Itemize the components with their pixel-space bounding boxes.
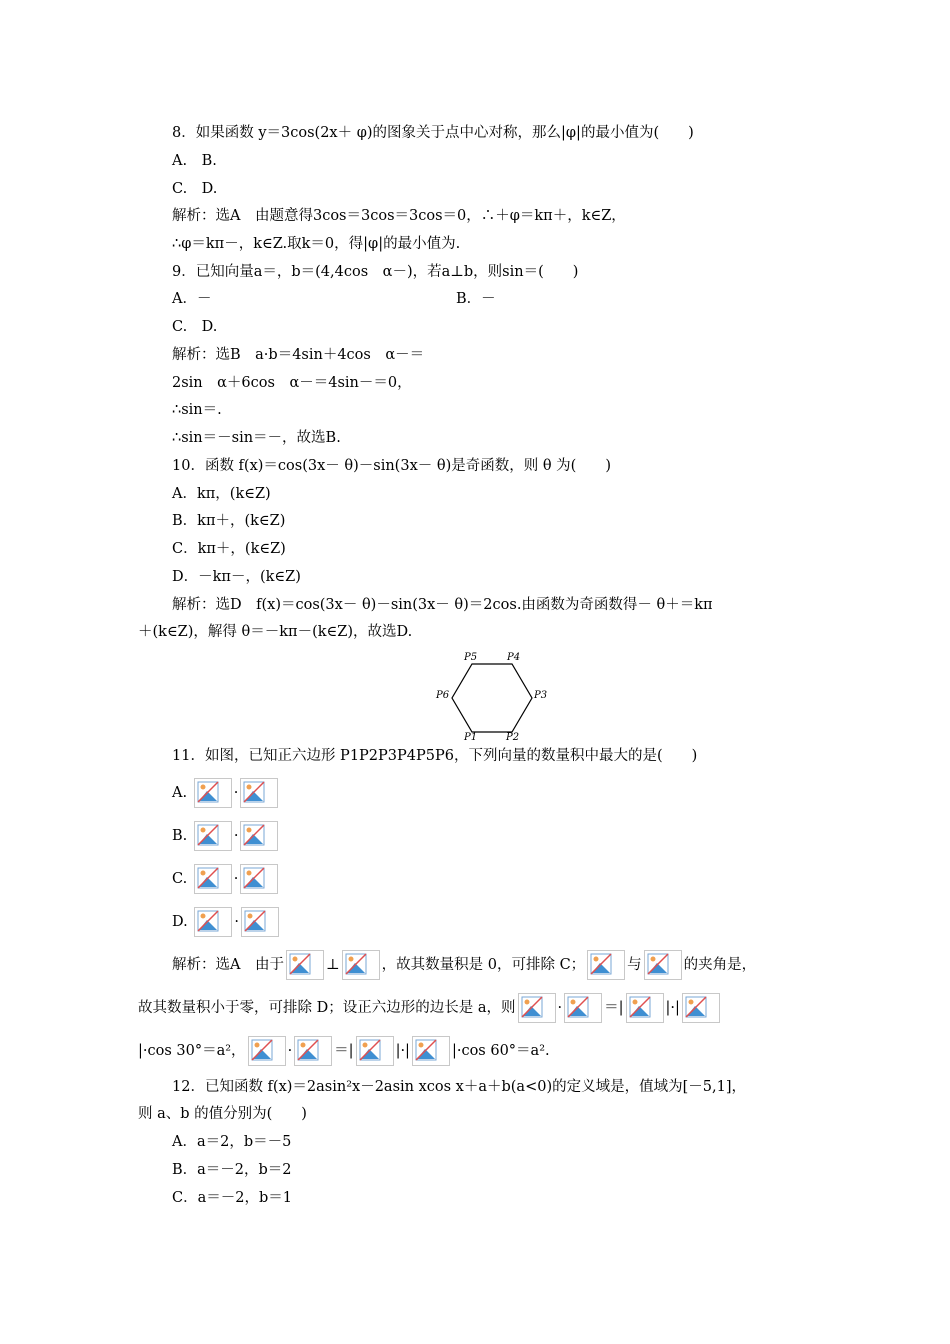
q10-stem: 10．函数 f(x)＝cos(3x－ θ)－sin(3x－ θ)是奇函数，则 θ 为( ) — [172, 458, 611, 474]
q12-option-a: A．a＝2，b＝－5 — [172, 1134, 292, 1150]
q10-solution-line2: ＋(k∈Z)，解得 θ＝－kπ－(k∈Z)，故选D. — [138, 624, 413, 640]
hexagon-shape — [452, 664, 532, 732]
image-placeholder-icon — [194, 864, 232, 894]
image-placeholder-icon — [248, 1036, 286, 1066]
image-placeholder-icon — [194, 907, 232, 937]
q10-solution-line1: 解析：选D f(x)＝cos(3x－ θ)－sin(3x－ θ)＝2cos.由函数为奇函数得－ θ＋＝kπ — [172, 597, 713, 613]
q10-option-b: B．kπ＋，(k∈Z) — [172, 513, 286, 529]
hexagon-figure — [434, 648, 554, 742]
solution-text: 故其数量积小于零，可排除 D；设正六边形的边长是 a，则 — [138, 1000, 516, 1016]
q12-stem-line1: 12．已知函数 f(x)＝2asin²x－2asin xcos x＋a＋b(a<0)的定义域是，值域为[－5,1]， — [172, 1079, 746, 1095]
q10-option-c: C．kπ＋，(k∈Z) — [172, 541, 286, 557]
q8-options-ab: A. B. — [172, 153, 217, 169]
label-p4: P4 — [507, 652, 521, 663]
q9-solution-line3: ∴sin＝. — [172, 402, 222, 418]
q9-solution-line2: 2sin α＋6cos α－＝4sin－＝0， — [172, 375, 412, 391]
q12-option-b: B．a＝－2，b＝2 — [172, 1162, 292, 1178]
dot-operator: · — [557, 1000, 563, 1016]
perp-symbol: ⊥ — [325, 957, 340, 973]
option-label: C. — [172, 871, 188, 887]
dot-operator: · — [287, 1043, 293, 1059]
image-placeholder-icon — [194, 778, 232, 808]
q11-option-b — [172, 820, 280, 852]
image-placeholder-icon — [644, 950, 682, 980]
q11-option-c — [172, 863, 280, 895]
image-placeholder-icon — [194, 821, 232, 851]
dot-operator: · — [234, 914, 239, 930]
q12-stem-line2: 则 a、b 的值分别为( ) — [138, 1106, 307, 1122]
q9-stem: 9．已知向量a＝，b＝(4,4cos α－)，若a⊥b，则sin＝( ) — [172, 264, 579, 280]
image-placeholder-icon — [240, 864, 278, 894]
option-label: B. — [172, 828, 188, 844]
q9-solution-line4: ∴sin＝－sin＝－，故选B. — [172, 430, 341, 446]
image-placeholder-icon — [356, 1036, 394, 1066]
image-placeholder-icon — [587, 950, 625, 980]
dot-operator: · — [233, 828, 239, 844]
q11-option-d — [172, 906, 281, 938]
solution-text: |·cos 60°＝a². — [451, 1043, 550, 1059]
q8-solution-line2: ∴φ＝kπ－，k∈Z.取k＝0，得|φ|的最小值为. — [172, 236, 461, 252]
q11-stem: 11．如图，已知正六边形 P1P2P3P4P5P6，下列向量的数量积中最大的是( ) — [172, 748, 698, 764]
q9-option-b: B．－ — [456, 291, 496, 307]
q10-option-a: A．kπ，(k∈Z) — [172, 486, 271, 502]
q11-solution-line3 — [138, 1035, 550, 1067]
label-p1: P1 — [464, 732, 478, 742]
image-placeholder-icon — [682, 993, 720, 1023]
image-placeholder-icon — [626, 993, 664, 1023]
label-p2: P2 — [506, 732, 520, 742]
label-p5: P5 — [464, 652, 478, 663]
image-placeholder-icon — [240, 821, 278, 851]
solution-text: |·| — [665, 1000, 680, 1016]
image-placeholder-icon — [412, 1036, 450, 1066]
label-p3: P3 — [534, 690, 548, 701]
solution-text: ，故其数量积是 0，可排除 C； — [381, 957, 586, 973]
solution-text: 的夹角是， — [683, 957, 757, 973]
q11-solution-line1 — [172, 949, 756, 981]
image-placeholder-icon — [518, 993, 556, 1023]
option-label: D. — [172, 914, 188, 930]
q11-option-a — [172, 777, 280, 809]
q11-solution-line2 — [138, 992, 722, 1024]
solution-text: |·| — [395, 1043, 410, 1059]
solution-text: ＝| — [334, 1043, 354, 1059]
image-placeholder-icon — [564, 993, 602, 1023]
q8-options-cd: C. D. — [172, 181, 218, 197]
dot-operator: · — [233, 871, 239, 887]
image-placeholder-icon — [240, 778, 278, 808]
solution-text: 解析：选A 由于 — [172, 957, 284, 973]
label-p6: P6 — [436, 690, 450, 701]
solution-text: |·cos 30°＝a²， — [138, 1043, 246, 1059]
q12-option-c: C．a＝－2，b＝1 — [172, 1190, 292, 1206]
q8-solution-line1: 解析：选A 由题意得3cos＝3cos＝3cos＝0，∴＋φ＝kπ＋，k∈Z， — [172, 208, 626, 224]
q9-options-cd: C. D. — [172, 319, 218, 335]
solution-text: ＝| — [604, 1000, 624, 1016]
q9-option-a: A．－ — [172, 291, 212, 307]
q10-option-d: D．－kπ－，(k∈Z) — [172, 569, 301, 585]
image-placeholder-icon — [294, 1036, 332, 1066]
solution-text: 与 — [627, 957, 642, 973]
image-placeholder-icon — [286, 950, 324, 980]
q9-solution-line1: 解析：选B a·b＝4sin＋4cos α－＝ — [172, 347, 425, 363]
dot-operator: · — [233, 785, 239, 801]
image-placeholder-icon — [342, 950, 380, 980]
option-label: A. — [172, 785, 188, 801]
image-placeholder-icon — [241, 907, 279, 937]
q8-stem: 8．如果函数 y＝3cos(2x＋ φ)的图象关于点中心对称，那么|φ|的最小值为( ) — [172, 125, 694, 141]
